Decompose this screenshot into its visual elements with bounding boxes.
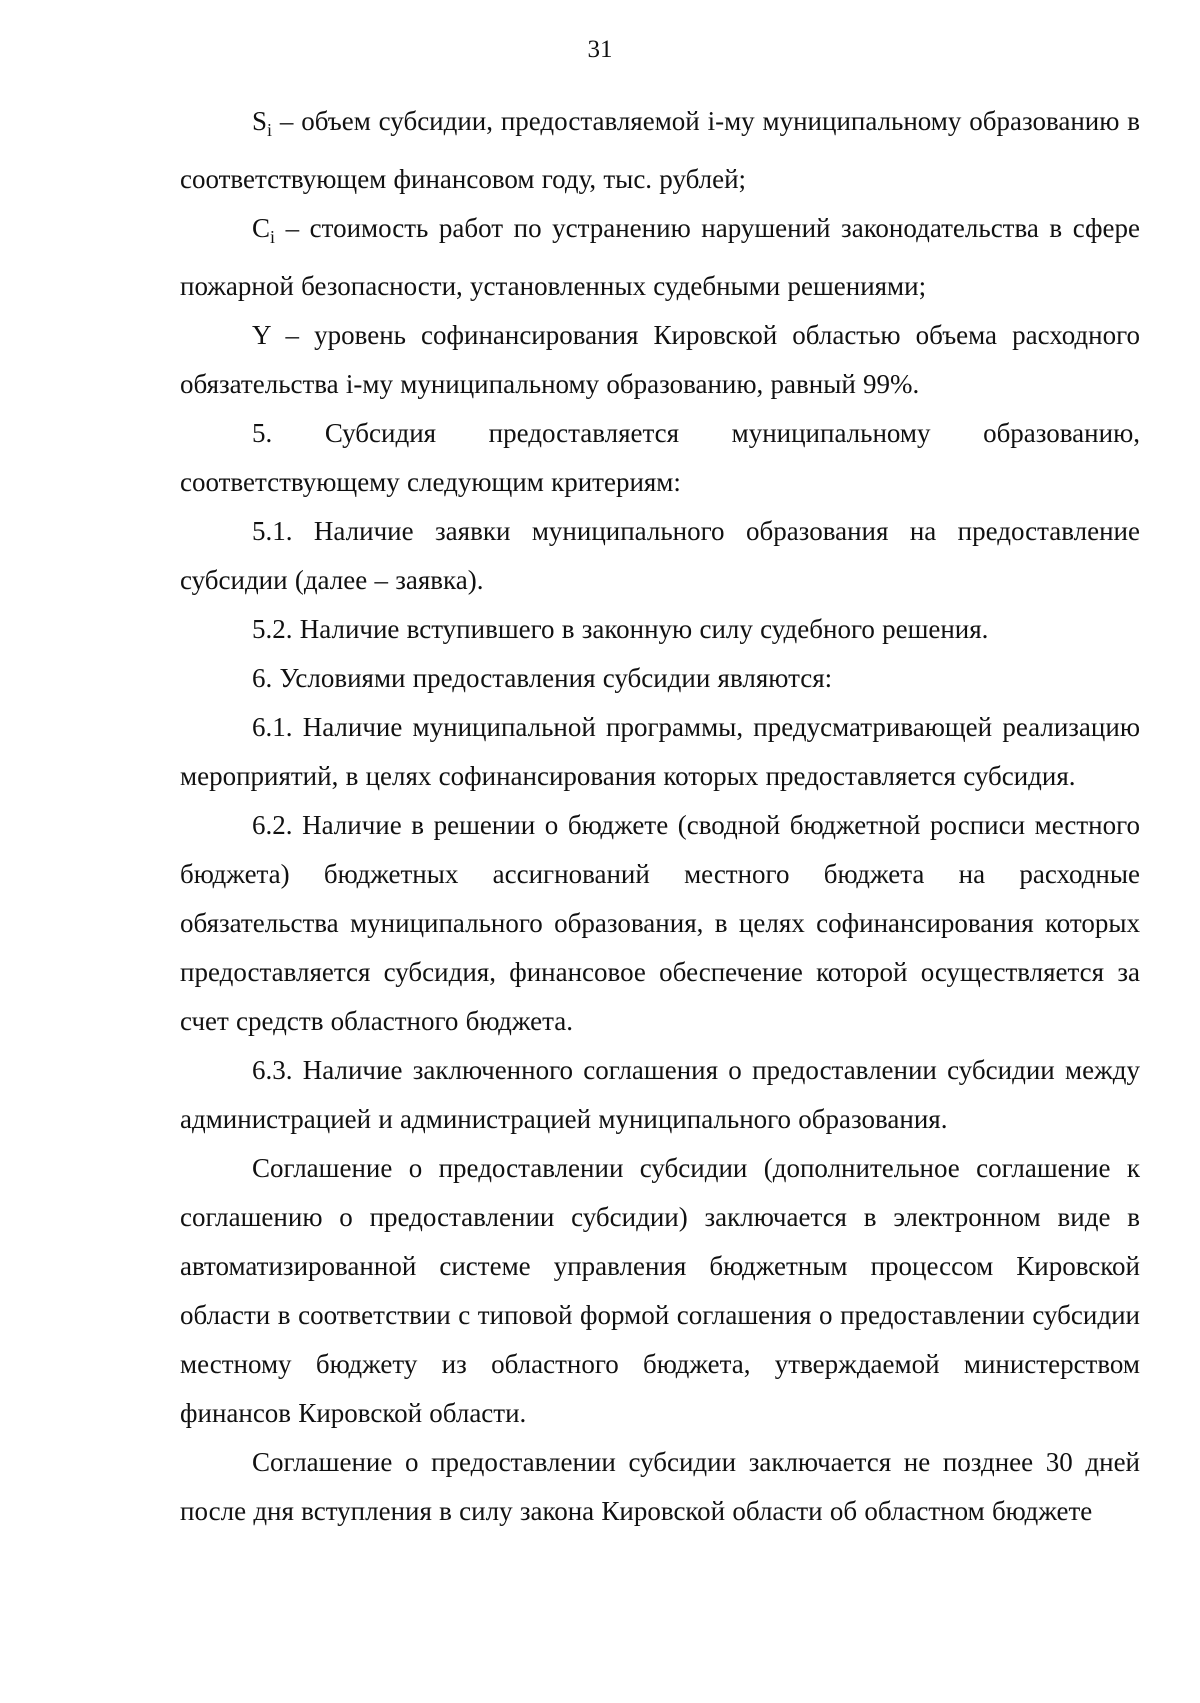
subscript-i: i <box>267 120 273 140</box>
clause-6-1: 6.1. Наличие муниципальной программы, предусматривающей реализацию мероприятий, в целях софинансирования которых предоставляется субсидия. <box>180 712 1140 791</box>
agreement-paragraph-2: Соглашение о предоставлении субсидии заключается не позднее 30 дней после дня вступления в силу закона Кировской области об областном бюджете <box>180 1447 1140 1526</box>
document-body <box>180 97 1140 1536</box>
clause-6-3: 6.3. Наличие заключенного соглашения о предоставлении субсидии между администрацией и администрацией муниципального образования. <box>180 1055 1140 1134</box>
clause-5-1: 5.1. Наличие заявки муниципального образования на предоставление субсидии (далее – заявка). <box>180 516 1140 595</box>
page-number: 31 <box>587 36 613 63</box>
clause-5-2: 5.2. Наличие вступившего в законную силу судебного решения. <box>252 614 989 644</box>
definition-si-text: – объем субсидии, предоставляемой i-му муниципальному образованию в соответствующем финансовом году, тыс. рублей; <box>180 106 1140 194</box>
subscript-i: i <box>270 227 276 247</box>
symbol-s: S <box>252 106 268 136</box>
clause-6-2: 6.2. Наличие в решении о бюджете (сводной бюджетной росписи местного бюджета) бюджетных ассигнований местного бюджета на расходные обязательства муниципального образования, в целях софинансирования которых предоставляется субсидия, финансовое обеспечение которой осуществляется за счет средств областного бюджета. <box>180 810 1140 1036</box>
definition-ci <box>180 204 1140 311</box>
definition-ci-text: – стоимость работ по устранению нарушений законодательства в сфере пожарной безопасности, установленных судебными решениями; <box>180 213 1140 301</box>
definition-si <box>180 97 1140 204</box>
clause-5: 5. Субсидия предоставляется муниципальному образованию, соответствующему следующим критериям: <box>180 418 1140 497</box>
symbol-c: C <box>252 213 271 243</box>
clause-6: 6. Условиями предоставления субсидии являются: <box>252 663 833 693</box>
definition-y: Y – уровень софинансирования Кировской областью объема расходного обязательства i-му муниципальному образованию, равный 99%. <box>180 320 1140 399</box>
agreement-paragraph-1: Соглашение о предоставлении субсидии (дополнительное соглашение к соглашению о предоставлении субсидии) заключается в электронном виде в автоматизированной системе управления бюджетным процессом Кировской области в соответствии с типовой формой соглашения о предоставлении субсидии местному бюджету из областного бюджета, утверждаемой министерством финансов Кировской области. <box>180 1153 1140 1428</box>
